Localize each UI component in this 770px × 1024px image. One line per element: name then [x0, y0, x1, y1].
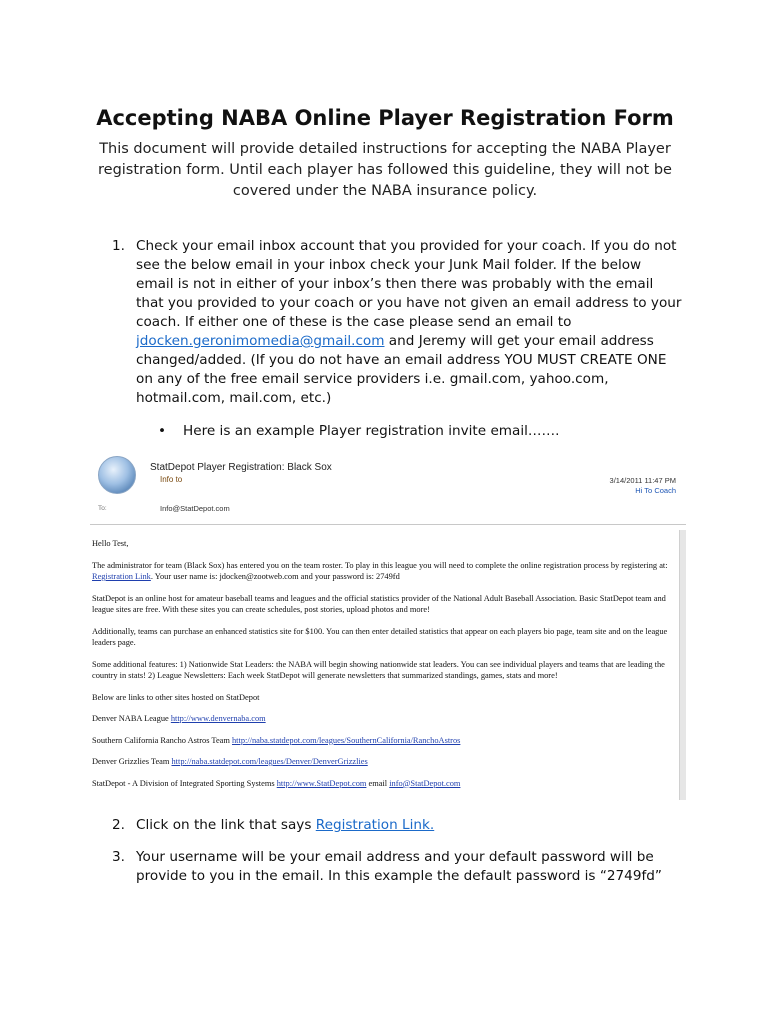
email-date: 3/14/2011 11:47 PM	[609, 476, 676, 485]
step-text	[136, 816, 682, 835]
step-text	[136, 237, 682, 408]
email-text: Southern California Rancho Astros Team	[92, 735, 232, 745]
email-paragraph: Additionally, teams can purchase an enhanced statistics site for $100. You can then enter detailed statistics that appear on each players bio page, team site and on the league leaders page.	[92, 626, 668, 647]
site-link: http://www.denvernaba.com	[170, 714, 266, 723]
email-site-line	[92, 756, 672, 768]
footer-link: http://www.StatDepot.com	[276, 778, 367, 788]
bullet-icon: •	[158, 423, 167, 439]
email-link[interactable]: jdocken.geronimomedia@gmail.com	[136, 333, 385, 349]
email-paragraph: Below are links to other sites hosted on StatDepot	[92, 692, 260, 702]
email-paragraph	[92, 560, 672, 583]
email-text: Denver Grizzlies Team	[92, 757, 172, 766]
step-text-part: Check your email inbox account that you provided for your coach. If you do not see the below email in your inbox check your Junk Mail folder. If the below email is not in either of your inbox’s then there was probably with the email that you provided to your coach or you have not given an email address to your coach. If either one of these is the case please send an email to	[136, 238, 682, 330]
email-to-label: To:	[98, 505, 107, 512]
email-from: Info to	[160, 475, 183, 484]
email-footer	[92, 778, 672, 790]
email-body	[92, 538, 672, 799]
registration-link[interactable]: Registration Link.	[315, 817, 435, 833]
globe-icon	[98, 456, 136, 494]
site-link: http://naba.statdepot.com/leagues/SouthernCalifornia/RanchoAstros	[231, 735, 461, 745]
email-text: The administrator for team (Black Sox) has entered you on the team roster. To play in this league you will need to complete the online registration process by registering at:	[92, 560, 668, 570]
email-reply: Hi To Coach	[635, 486, 676, 495]
email-scrollbar	[679, 530, 686, 800]
bullet-text: Here is an example Player registration invite email…….	[183, 423, 560, 439]
email-text: email	[366, 778, 390, 788]
email-text: Denver NABA League	[92, 714, 171, 723]
step-text: Your username will be your email address and your default password will be provide to you in the email. In this example the default password is “2749fd”	[136, 849, 662, 884]
email-subject: StatDepot Player Registration: Black Sox	[150, 462, 332, 473]
email-divider	[90, 524, 686, 525]
email-greeting: Hello Test,	[92, 539, 129, 548]
step-number: 3.	[112, 849, 125, 865]
document-title: Accepting NABA Online Player Registration Form	[96, 106, 674, 130]
registration-link-in-email: Registration Link	[92, 572, 151, 581]
email-text: StatDepot - A Division of Integrated Sporting Systems	[92, 778, 277, 788]
email-screenshot	[90, 450, 686, 800]
intro-paragraph: This document will provide detailed instructions for accepting the NABA Player registration form. Until each player has followed this guideline, they will not be covered under the NABA insurance policy.	[98, 141, 672, 199]
email-paragraph: StatDepot is an online host for amateur baseball teams and leagues and the official statistics provider of the National Adult Baseball Association. Basic StatDepot team and league sites are free. With these sites you can create schedules, post stories, upload photos and more!	[92, 593, 666, 614]
email-site-line	[92, 713, 672, 725]
step-number: 1.	[112, 238, 125, 254]
site-link: http://naba.statdepot.com/leagues/Denver/DenverGrizzlies	[171, 757, 368, 766]
email-text: . Your user name is: jdocken@zootweb.com and your password is: 2749fd	[150, 572, 400, 581]
step-text-part: Click on the link that says	[136, 817, 316, 833]
step-text-part: and Jeremy will get your email address changed/added. (If you do not have an email address YOU MUST CREATE ONE on any of the free email service providers i.e. gmail.com, yahoo.com, hotmail.com, mail.com, etc.)	[136, 333, 667, 406]
footer-email-link: info@StatDepot.com	[389, 778, 461, 788]
email-paragraph: Some additional features: 1) Nationwide Stat Leaders: the NABA will begin showing nationwide stat leaders. You can see individual players and teams that are leading the country in stats! 2) League Newsletters: Each week StatDepot will generate newsletters that summarized standings, games, stats and more!	[92, 659, 665, 680]
email-to-value: Info@StatDepot.com	[160, 504, 230, 513]
step-number: 2.	[112, 817, 125, 833]
email-site-line	[92, 735, 672, 747]
